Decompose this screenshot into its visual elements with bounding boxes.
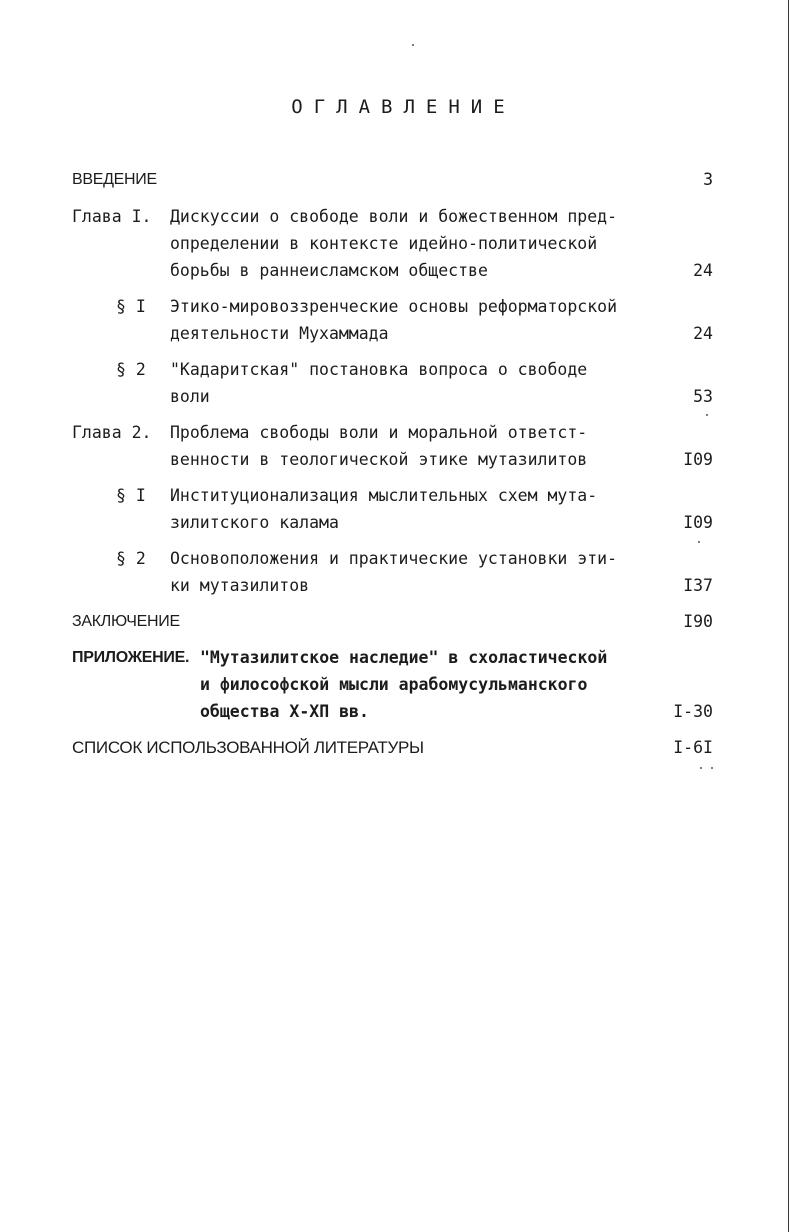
- toc-ch2-line2: венности в теологической этике мутазилитов: [170, 450, 588, 469]
- toc-ch2s2-page: I37: [683, 576, 713, 595]
- toc-conclusion-page: I90: [683, 612, 713, 631]
- toc-appendix-line1: "Мутазилитское наследие" в схоластической: [200, 648, 608, 667]
- toc-conclusion-label: ЗАКЛЮЧЕНИЕ: [72, 613, 180, 630]
- toc-ch1s2-line1: "Кадаритская" постановка вопроса о свободе: [170, 360, 588, 379]
- toc-appendix-label: ПРИЛОЖЕНИЕ.: [72, 649, 190, 666]
- toc-ch1-line1: Дискуссии о свободе воли и божественном пред-: [170, 207, 618, 226]
- speck: [711, 767, 713, 769]
- speck: [706, 414, 708, 416]
- toc-intro-page: 3: [703, 170, 713, 189]
- toc-ch2s1-line1: Институционализация мыслительных схем мута-: [170, 486, 598, 505]
- toc-ch2-label: Глава 2.: [72, 423, 152, 442]
- toc-ch1s1-label: § I: [116, 297, 146, 316]
- toc-ch2s1-page: I09: [683, 513, 713, 532]
- toc-ch2-line1: Проблема свободы воли и моральной ответст-: [170, 423, 588, 442]
- toc-ch1-page: 24: [693, 261, 713, 280]
- toc-bibliography-page: I-6I: [673, 738, 713, 757]
- toc-ch1-line3: борьбы в раннеисламском обществе: [170, 261, 488, 280]
- toc-ch1s1-line2: деятельности Мухаммада: [170, 324, 389, 343]
- toc-ch1s2-page: 53: [693, 387, 713, 406]
- toc-ch1s1-line1: Этико-мировоззренческие основы реформаторской: [170, 297, 618, 316]
- toc-ch1-line2: определении в контексте идейно-политической: [170, 234, 598, 253]
- toc-ch2-page: I09: [683, 450, 713, 469]
- toc-bibliography-label: СПИСОК ИСПОЛЬЗОВАННОЙ ЛИТЕРАТУРЫ: [72, 738, 424, 757]
- toc-ch1s2-line2: воли: [170, 387, 210, 406]
- toc-ch2s1-label: § I: [116, 486, 146, 505]
- toc-ch1s2-label: § 2: [116, 360, 146, 379]
- toc-ch2s2-line1: Основоположения и практические установки эти-: [170, 549, 618, 568]
- toc-ch2s2-label: § 2: [116, 549, 146, 568]
- toc-intro-label: ВВЕДЕНИЕ: [72, 171, 157, 188]
- toc-ch2s1-line2: зилитского калама: [170, 513, 339, 532]
- toc-appendix-page: I-30: [673, 702, 713, 721]
- page-edge: [788, 0, 789, 1232]
- speck: [698, 541, 700, 543]
- toc-appendix-line3: общества X-XП вв.: [200, 702, 369, 721]
- speck: [700, 767, 702, 769]
- page-title: ОГЛАВЛЕНИЕ: [291, 96, 516, 118]
- toc-ch1-label: Глава I.: [72, 207, 152, 226]
- speck: [412, 44, 414, 46]
- toc-ch1s1-page: 24: [693, 324, 713, 343]
- toc-appendix-line2: и философской мысли арабомусульманского: [200, 675, 588, 694]
- toc-ch2s2-line2: ки мутазилитов: [170, 576, 310, 595]
